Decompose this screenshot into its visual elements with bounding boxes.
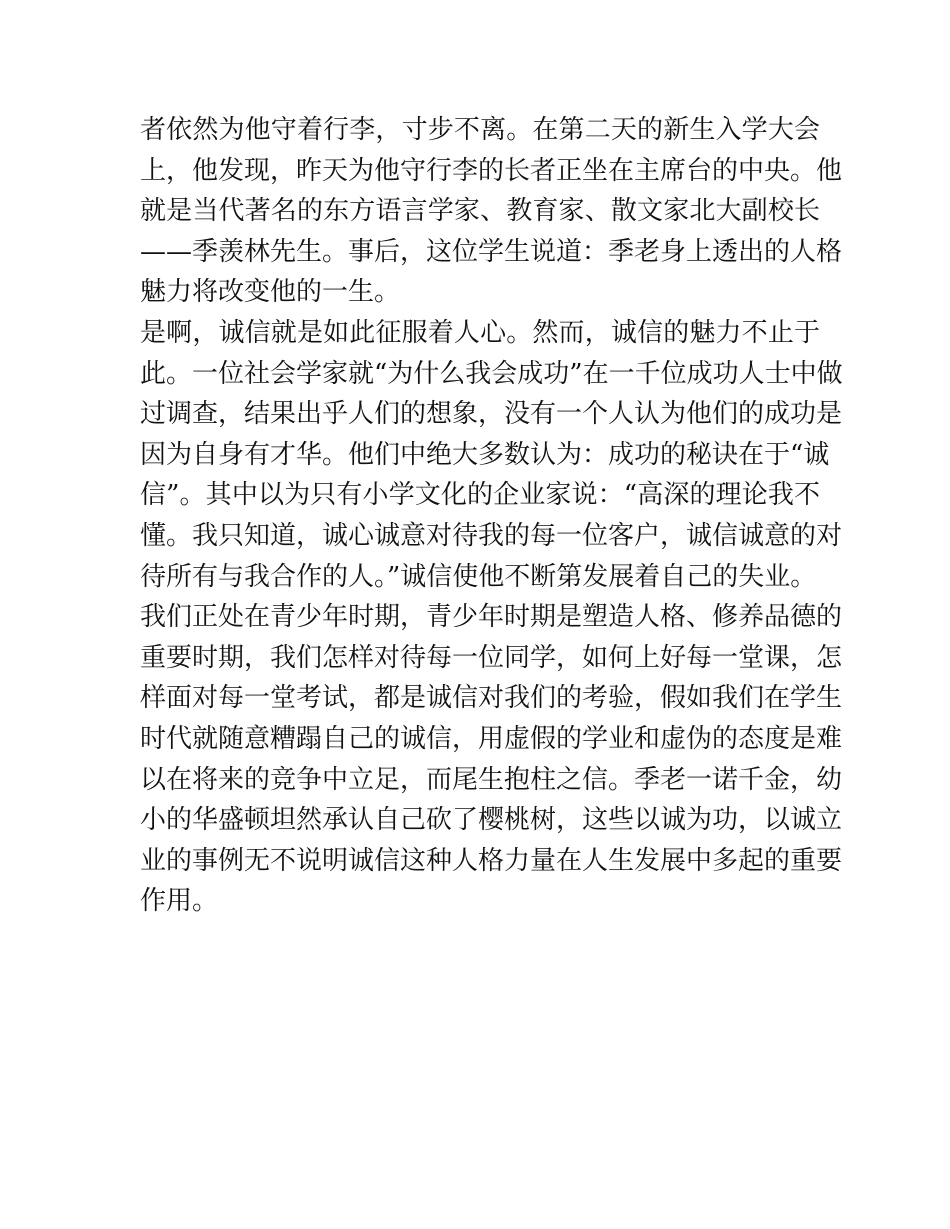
text-line: 重要时期，我们怎样对待每一位同学，如何上好每一堂课，怎 [140,642,843,673]
text-line: 魅力将改变他的一生。 [140,277,401,308]
text-line: 以在将来的竞争中立足，而尾生抱柱之信。季老一诺千金，幼 [140,764,843,795]
text-line: ——季羡林先生。事后，这位学生说道：季老身上透出的人格 [140,236,843,267]
text-line: 上，他发现，昨天为他守行李的长者正坐在主席台的中央。他 [140,155,843,186]
text-line: 我们正处在青少年时期，青少年时期是塑造人格、修养品德的 [140,602,843,633]
text-line: 作用。 [140,886,219,917]
text-line: 时代就随意糟蹋自己的诚信，用虚假的学业和虚伪的态度是难 [140,723,843,754]
body-text [140,110,843,922]
text-line: 此。一位社会学家就“为什么我会成功”在一千位成功人士中做 [140,358,843,389]
text-line: 待所有与我合作的人。”诚信使他不断第发展着自己的失业。 [140,561,817,592]
text-line: 懂。我只知道，诚心诚意对待我的每一位客户，诚信诚意的对 [140,520,843,551]
text-line: 是啊，诚信就是如此征服着人心。然而，诚信的魅力不止于 [140,317,820,348]
text-line: 小的华盛顿坦然承认自己砍了樱桃树，这些以诚为功，以诚立 [140,805,843,836]
text-line: 过调查，结果出乎人们的想象，没有一个人认为他们的成功是 [140,399,843,430]
text-line: 就是当代著名的东方语言学家、教育家、散文家北大副校长 [140,196,820,227]
text-line: 业的事例无不说明诚信这种人格力量在人生发展中多起的重要 [140,845,843,876]
text-line: 因为自身有才华。他们中绝大多数认为：成功的秘诀在于“诚 [140,439,830,470]
text-line: 样面对每一堂考试，都是诚信对我们的考验，假如我们在学生 [140,683,843,714]
text-line: 者依然为他守着行李，寸步不离。在第二天的新生入学大会 [140,115,820,145]
text-line: 信”。其中以为只有小学文化的企业家说：“高深的理论我不 [140,480,820,511]
